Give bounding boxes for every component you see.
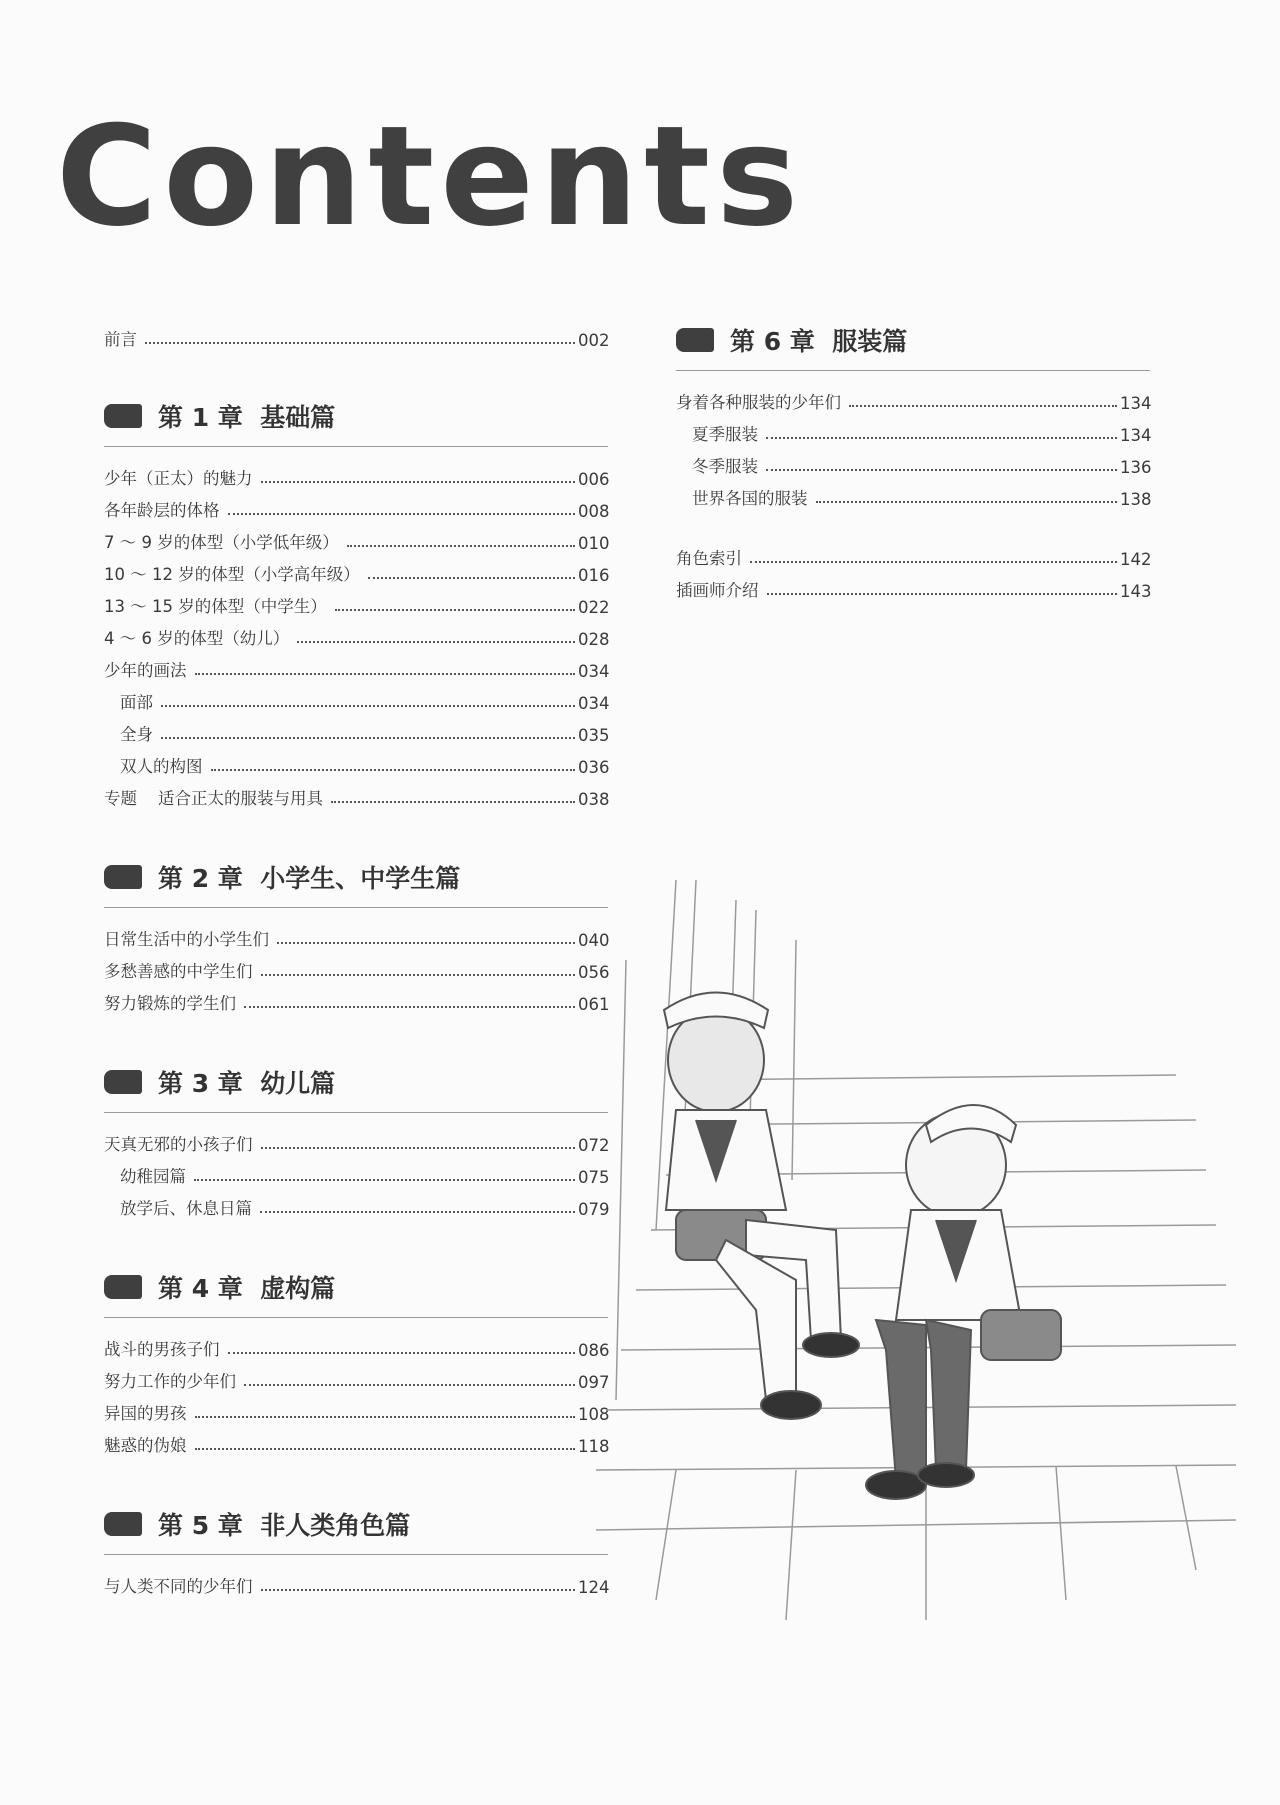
toc-subentry[interactable] bbox=[676, 413, 1150, 445]
toc-entry[interactable] bbox=[676, 381, 1150, 413]
dot-leader bbox=[228, 513, 576, 515]
entry-label: 7 ～ 9 岁的体型（小学低年级） bbox=[104, 533, 339, 552]
entry-label: 魅惑的伪娘 bbox=[104, 1436, 187, 1455]
entry-label: 插画师介绍 bbox=[676, 581, 759, 600]
toc-entry[interactable] bbox=[104, 1424, 608, 1456]
entry-page: 034 bbox=[578, 662, 610, 681]
entry-page: 124 bbox=[578, 1578, 610, 1597]
toc-entry[interactable] bbox=[104, 489, 608, 521]
entry-page: 036 bbox=[578, 758, 610, 777]
chapter-heading-5[interactable] bbox=[104, 1506, 608, 1555]
entry-page: 035 bbox=[578, 726, 610, 745]
chapter-title: 第 4 章 虚构篇 bbox=[158, 1274, 336, 1303]
toc-entry[interactable] bbox=[104, 585, 608, 617]
entry-label: 13 ～ 15 岁的体型（中学生） bbox=[104, 597, 327, 616]
chapter-title: 第 5 章 非人类角色篇 bbox=[158, 1511, 411, 1540]
dot-leader bbox=[161, 705, 575, 707]
dot-leader bbox=[331, 801, 575, 803]
dot-leader bbox=[261, 481, 576, 483]
dot-leader bbox=[195, 673, 576, 675]
dot-leader bbox=[368, 577, 575, 579]
dot-leader bbox=[767, 593, 1118, 595]
toc-entry[interactable] bbox=[104, 918, 608, 950]
dot-leader bbox=[195, 1416, 576, 1418]
toc-entry[interactable] bbox=[104, 649, 608, 681]
chapter-marker-icon bbox=[104, 1275, 142, 1299]
dot-leader bbox=[261, 1147, 576, 1149]
entry-page: 022 bbox=[578, 598, 610, 617]
entry-page: 040 bbox=[578, 931, 610, 950]
entry-label: 10 ～ 12 岁的体型（小学高年级） bbox=[104, 565, 360, 584]
dot-leader bbox=[244, 1384, 575, 1386]
page-title: Contents bbox=[56, 96, 805, 257]
chapter-title: 第 3 章 幼儿篇 bbox=[158, 1069, 336, 1098]
toc-entry[interactable] bbox=[104, 1123, 608, 1155]
dot-leader bbox=[228, 1352, 576, 1354]
entry-label: 努力工作的少年们 bbox=[104, 1372, 236, 1391]
entry-page: 136 bbox=[1120, 458, 1152, 477]
entry-label: 双人的构图 bbox=[120, 757, 203, 776]
toc-entry-illustrators[interactable] bbox=[676, 569, 1150, 601]
chapter-heading-6[interactable] bbox=[676, 322, 1150, 371]
entry-label: 与人类不同的少年们 bbox=[104, 1577, 253, 1596]
entry-page: 010 bbox=[578, 534, 610, 553]
chapter-heading-1[interactable] bbox=[104, 398, 608, 447]
chapter-marker-icon bbox=[104, 1070, 142, 1094]
dot-leader bbox=[335, 609, 575, 611]
toc-entry-preface[interactable] bbox=[104, 318, 608, 350]
toc-entry[interactable] bbox=[104, 950, 608, 982]
entry-label: 前言 bbox=[104, 330, 137, 349]
chapter-heading-3[interactable] bbox=[104, 1064, 608, 1113]
dot-leader bbox=[816, 501, 1118, 503]
entry-page: 075 bbox=[578, 1168, 610, 1187]
dot-leader bbox=[244, 1006, 575, 1008]
entry-page: 138 bbox=[1120, 490, 1152, 509]
toc-entry[interactable] bbox=[104, 521, 608, 553]
dot-leader bbox=[750, 561, 1117, 563]
entry-label: 4 ～ 6 岁的体型（幼儿） bbox=[104, 629, 290, 648]
toc-subentry[interactable] bbox=[104, 713, 608, 745]
dot-leader bbox=[297, 641, 575, 643]
toc-entry[interactable] bbox=[104, 777, 608, 809]
dot-leader bbox=[161, 737, 575, 739]
entry-page: 097 bbox=[578, 1373, 610, 1392]
toc-left-column bbox=[104, 318, 608, 1597]
entry-page: 056 bbox=[578, 963, 610, 982]
toc-right-column bbox=[676, 322, 1150, 601]
entry-page: 028 bbox=[578, 630, 610, 649]
entry-page: 016 bbox=[578, 566, 610, 585]
dot-leader bbox=[766, 437, 1117, 439]
entry-page: 008 bbox=[578, 502, 610, 521]
entry-page: 086 bbox=[578, 1341, 610, 1360]
chapter-heading-4[interactable] bbox=[104, 1269, 608, 1318]
dot-leader bbox=[260, 1211, 575, 1213]
toc-entry[interactable] bbox=[104, 553, 608, 585]
entry-label: 世界各国的服装 bbox=[692, 489, 808, 508]
toc-subentry[interactable] bbox=[104, 681, 608, 713]
entry-page: 108 bbox=[578, 1405, 610, 1424]
entry-page: 143 bbox=[1120, 582, 1152, 601]
toc-subentry[interactable] bbox=[104, 1187, 608, 1219]
dot-leader bbox=[194, 1179, 575, 1181]
entry-label: 各年龄层的体格 bbox=[104, 501, 220, 520]
dot-leader bbox=[277, 942, 575, 944]
entry-page: 079 bbox=[578, 1200, 610, 1219]
toc-subentry[interactable] bbox=[104, 1155, 608, 1187]
entry-page: 038 bbox=[578, 790, 610, 809]
entry-label: 战斗的男孩子们 bbox=[104, 1340, 220, 1359]
dot-leader bbox=[849, 405, 1117, 407]
toc-entry[interactable] bbox=[104, 1392, 608, 1424]
entry-page: 142 bbox=[1120, 550, 1152, 569]
toc-subentry[interactable] bbox=[676, 477, 1150, 509]
entry-page: 134 bbox=[1120, 426, 1152, 445]
toc-subentry[interactable] bbox=[104, 745, 608, 777]
entry-label: 冬季服装 bbox=[692, 457, 758, 476]
chapter-title: 第 1 章 基础篇 bbox=[158, 403, 336, 432]
entry-label: 努力锻炼的学生们 bbox=[104, 994, 236, 1013]
dot-leader bbox=[211, 769, 576, 771]
entry-label: 夏季服装 bbox=[692, 425, 758, 444]
toc-subentry[interactable] bbox=[676, 445, 1150, 477]
entry-label: 全身 bbox=[120, 725, 153, 744]
chapter-title: 第 2 章 小学生、中学生篇 bbox=[158, 864, 461, 893]
entry-label: 放学后、休息日篇 bbox=[120, 1199, 252, 1218]
dot-leader bbox=[766, 469, 1117, 471]
entry-label: 少年的画法 bbox=[104, 661, 187, 680]
chapter-marker-icon bbox=[676, 328, 714, 352]
toc-entry[interactable] bbox=[104, 1565, 608, 1597]
toc-entry[interactable] bbox=[104, 1360, 608, 1392]
stairs-illustration bbox=[596, 880, 1236, 1680]
toc-entry[interactable] bbox=[104, 617, 608, 649]
chapter-title: 第 6 章 服装篇 bbox=[730, 327, 908, 356]
entry-label: 面部 bbox=[120, 693, 153, 712]
toc-entry[interactable] bbox=[104, 1328, 608, 1360]
entry-page: 072 bbox=[578, 1136, 610, 1155]
toc-entry[interactable] bbox=[104, 457, 608, 489]
entry-label: 多愁善感的中学生们 bbox=[104, 962, 253, 981]
entry-page: 134 bbox=[1120, 394, 1152, 413]
chapter-marker-icon bbox=[104, 404, 142, 428]
entry-label: 专题 适合正太的服装与用具 bbox=[104, 789, 323, 808]
entry-label: 异国的男孩 bbox=[104, 1404, 187, 1423]
dot-leader bbox=[261, 974, 576, 976]
entry-page: 002 bbox=[578, 331, 610, 350]
entry-page: 118 bbox=[578, 1437, 610, 1456]
chapter-marker-icon bbox=[104, 865, 142, 889]
entry-label: 天真无邪的小孩子们 bbox=[104, 1135, 253, 1154]
dot-leader bbox=[347, 545, 575, 547]
entry-label: 身着各种服装的少年们 bbox=[676, 393, 841, 412]
entry-label: 幼稚园篇 bbox=[120, 1167, 186, 1186]
chapter-heading-2[interactable] bbox=[104, 859, 608, 908]
entry-label: 日常生活中的小学生们 bbox=[104, 930, 269, 949]
entry-label: 少年（正太）的魅力 bbox=[104, 469, 253, 488]
toc-entry-character-index[interactable] bbox=[676, 537, 1150, 569]
dot-leader bbox=[145, 342, 575, 344]
entry-page: 034 bbox=[578, 694, 610, 713]
entry-page: 061 bbox=[578, 995, 610, 1014]
dot-leader bbox=[261, 1589, 576, 1591]
chapter-marker-icon bbox=[104, 1512, 142, 1536]
dot-leader bbox=[195, 1448, 576, 1450]
entry-label: 角色索引 bbox=[676, 549, 742, 568]
entry-page: 006 bbox=[578, 470, 610, 489]
toc-entry[interactable] bbox=[104, 982, 608, 1014]
